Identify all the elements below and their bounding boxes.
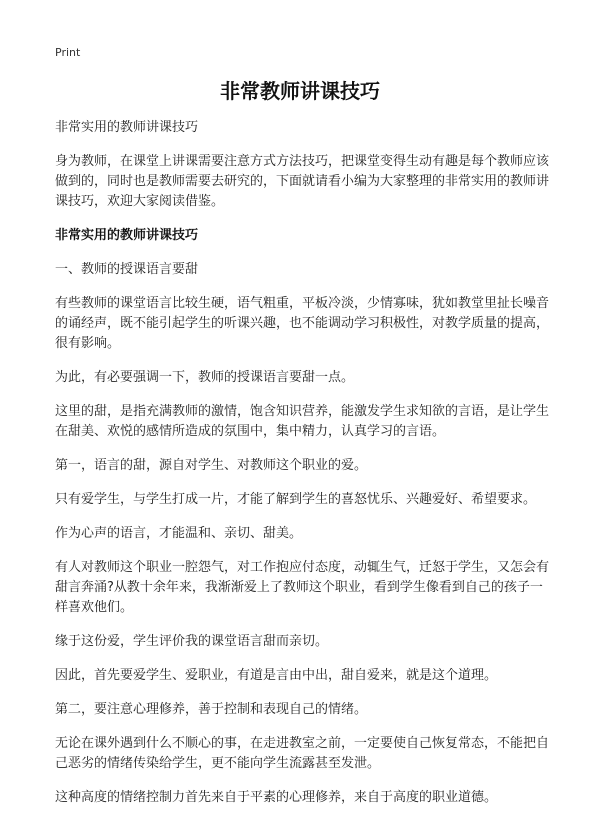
paragraph: 作为心声的语言，才能温和、亲切、甜美。 <box>55 526 303 541</box>
paragraph: 一、教师的授课语言要甜 <box>55 262 199 277</box>
paragraph: 这里的甜，是指充满教师的激情，饱含知识营养，能激发学生求知欲的言语，是让学生在甜美、欢悦的感情所造成的氛围中，集中精力，认真学习的言语。 <box>55 404 550 439</box>
paragraph: 第一，语言的甜，源自对学生、对教师这个职业的爱。 <box>55 458 368 473</box>
paragraph: 第二，要注意心理修养，善于控制和表现自己的情绪。 <box>55 702 368 717</box>
paragraph: 为此，有必要强调一下，教师的授课语言要甜一点。 <box>55 370 355 385</box>
paragraph: 这种高度的情绪控制力首先来自于平素的心理修养，来自于高度的职业道德。 <box>55 790 498 805</box>
article-body <box>55 118 555 822</box>
section-heading: 非常实用的教师讲课技巧 <box>55 228 199 243</box>
paragraph: 有人对教师这个职业一腔怨气，对工作抱应付态度，动辄生气，迁怒于学生，又怎会有甜言奔涌?从教十余年来，我渐渐爱上了教师这个职业，看到学生像看到自己的孩子一样喜欢他们。 <box>55 560 550 615</box>
paragraph: 因此，首先要爱学生、爱职业，有道是言由中出，甜自爱来，就是这个道理。 <box>55 668 498 683</box>
page-title: 非常教师讲课技巧 <box>220 79 380 103</box>
paragraph: 非常实用的教师讲课技巧 <box>55 120 199 135</box>
paragraph: 身为教师，在课堂上讲课需要注意方式方法技巧，把课堂变得生动有趣是每个教师应该做到的，同时也是教师需要去研究的，下面就请看小编为大家整理的非常实用的教师讲课技巧，欢迎大家阅读借鉴。 <box>55 154 550 209</box>
print-link[interactable]: Print <box>55 46 81 59</box>
paragraph: 缘于这份爱，学生评价我的课堂语言甜而亲切。 <box>55 634 329 649</box>
paragraph: 无论在课外遇到什么不顺心的事，在走进教室之前，一定要使自己恢复常态，不能把自己恶劣的情绪传染给学生，更不能向学生流露甚至发泄。 <box>55 736 550 771</box>
paragraph: 有些教师的课堂语言比较生硬，语气粗重，平板冷淡，少情寡味，犹如教堂里扯长噪音的诵经声，既不能引起学生的听课兴趣，也不能调动学习积极性，对教学质量的提高，很有影响。 <box>55 296 550 351</box>
paragraph: 只有爱学生，与学生打成一片，才能了解到学生的喜怒忧乐、兴趣爱好、希望要求。 <box>55 492 537 507</box>
